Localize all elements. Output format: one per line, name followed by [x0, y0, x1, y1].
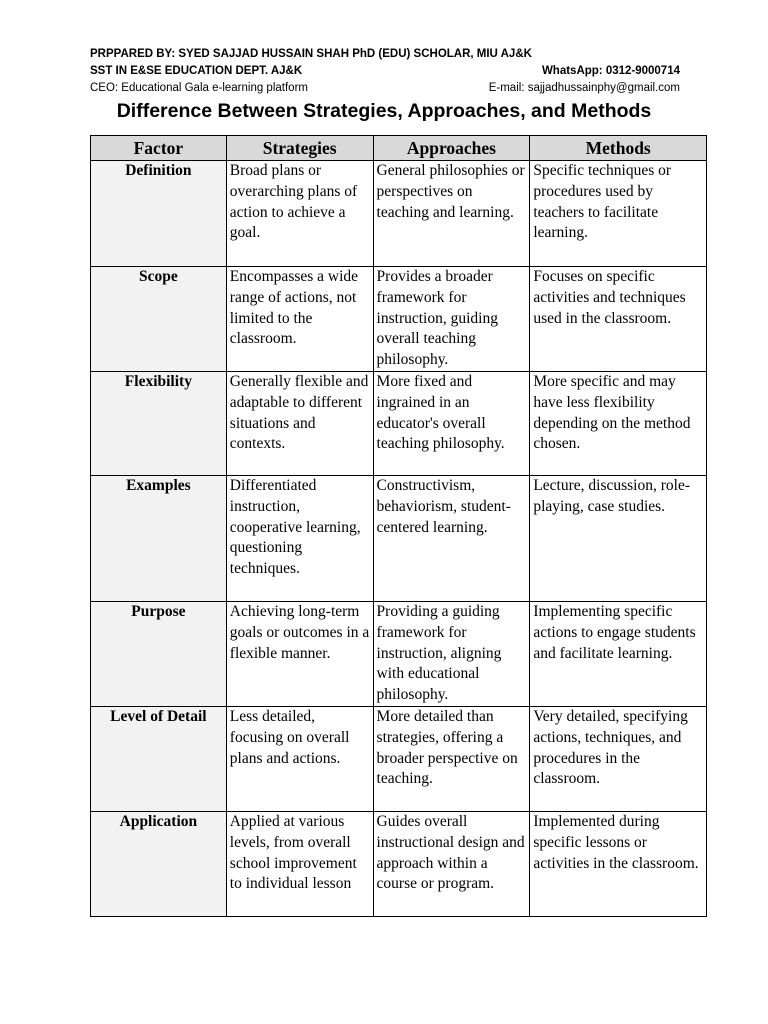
approaches-cell: Guides overall instructional design and approach within a course or program.: [373, 811, 530, 916]
position-line: SST IN E&SE EDUCATION DEPT. AJ&K: [90, 65, 303, 77]
approaches-cell: More detailed than strategies, offering a broader perspective on teaching.: [373, 706, 530, 811]
prepared-by-line: PRPPARED BY: SYED SAJJAD HUSSAIN SHAH PhD (EDU) SCHOLAR, MIU AJ&K: [90, 48, 532, 60]
methods-cell: Very detailed, specifying actions, techniques, and procedures in the classroom.: [530, 706, 707, 811]
factor-cell: Flexibility: [91, 372, 227, 476]
approaches-cell: General philosophies or perspectives on teaching and learning.: [373, 161, 530, 267]
factor-cell: Application: [91, 811, 227, 916]
strategies-cell: Achieving long-term goals or outcomes in a flexible manner.: [226, 602, 373, 707]
strategies-cell: Applied at various levels, from overall school improvement to individual lesson: [226, 811, 373, 916]
strategies-cell: Generally flexible and adaptable to different situations and contexts.: [226, 372, 373, 476]
methods-cell: Implemented during specific lessons or activities in the classroom.: [530, 811, 707, 916]
strategies-cell: Encompasses a wide range of actions, not limited to the classroom.: [226, 267, 373, 372]
document-header: [90, 46, 680, 97]
table-row: [91, 267, 707, 372]
table-row: [91, 811, 707, 916]
table-row: [91, 476, 707, 602]
table-row: [91, 602, 707, 707]
methods-cell: Lecture, discussion, role-playing, case studies.: [530, 476, 707, 602]
factor-cell: Examples: [91, 476, 227, 602]
column-header-factor: Factor: [91, 136, 227, 161]
comparison-table: [90, 135, 707, 917]
methods-cell: More specific and may have less flexibility depending on the method chosen.: [530, 372, 707, 476]
table-row: [91, 706, 707, 811]
table-row: [91, 372, 707, 476]
approaches-cell: Provides a broader framework for instruction, guiding overall teaching philosophy.: [373, 267, 530, 372]
factor-cell: Scope: [91, 267, 227, 372]
page-title: Difference Between Strategies, Approaches, and Methods: [116, 100, 652, 122]
factor-cell: Definition: [91, 161, 227, 267]
column-header-strategies: Strategies: [226, 136, 373, 161]
factor-cell: Purpose: [91, 602, 227, 707]
email-line: E-mail: sajjadhussainphy@gmail.com: [488, 82, 680, 94]
column-header-approaches: Approaches: [373, 136, 530, 161]
strategies-cell: Differentiated instruction, cooperative learning, questioning techniques.: [226, 476, 373, 602]
approaches-cell: More fixed and ingrained in an educator's overall teaching philosophy.: [373, 372, 530, 476]
methods-cell: Specific techniques or procedures used by teachers to facilitate learning.: [530, 161, 707, 267]
table-header-row: [91, 136, 707, 161]
ceo-line: CEO: Educational Gala e-learning platform: [90, 82, 308, 94]
whatsapp-line: WhatsApp: 0312-9000714: [541, 65, 680, 77]
factor-cell: Level of Detail: [91, 706, 227, 811]
column-header-methods: Methods: [530, 136, 707, 161]
strategies-cell: Broad plans or overarching plans of action to achieve a goal.: [226, 161, 373, 267]
strategies-cell: Less detailed, focusing on overall plans and actions.: [226, 706, 373, 811]
approaches-cell: Constructivism, behaviorism, student-centered learning.: [373, 476, 530, 602]
methods-cell: Implementing specific actions to engage students and facilitate learning.: [530, 602, 707, 707]
approaches-cell: Providing a guiding framework for instruction, aligning with educational philosophy.: [373, 602, 530, 707]
table-row: [91, 161, 707, 267]
methods-cell: Focuses on specific activities and techniques used in the classroom.: [530, 267, 707, 372]
